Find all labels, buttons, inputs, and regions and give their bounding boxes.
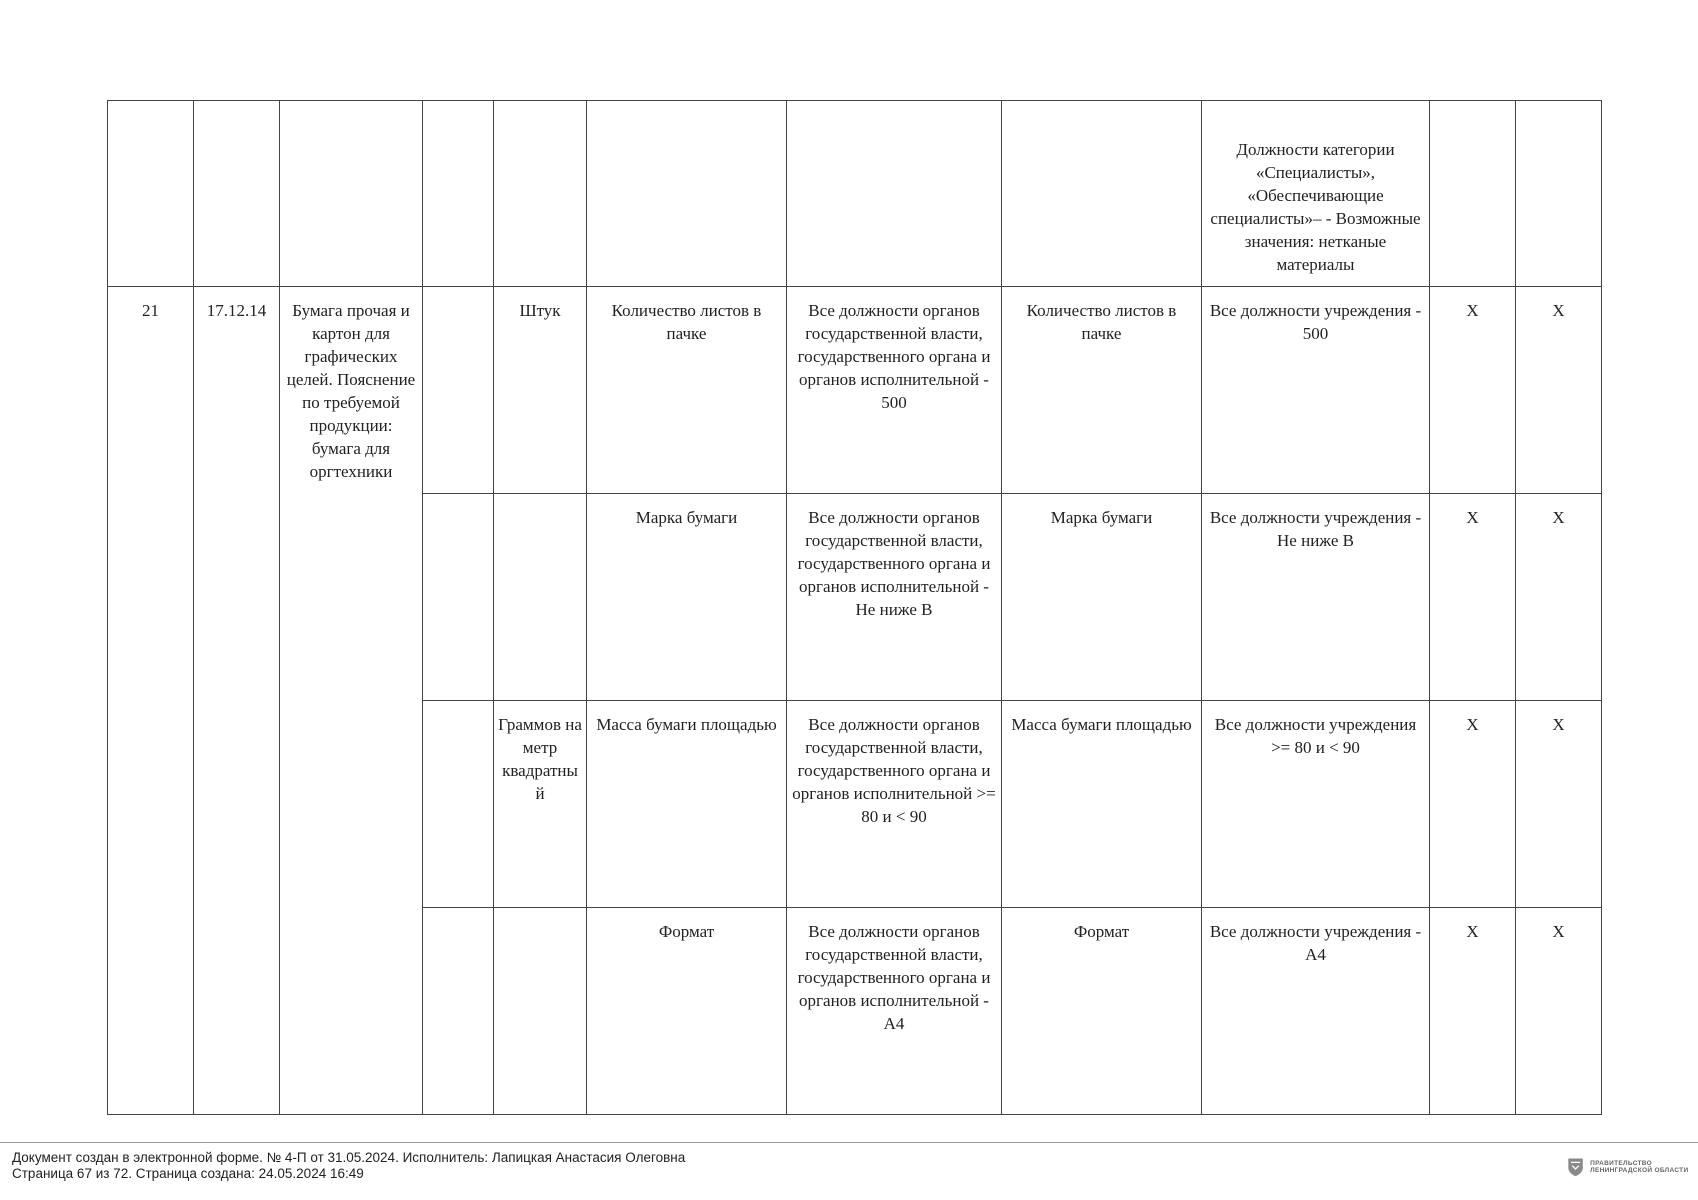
footer-line-2: Страница 67 из 72. Страница создана: 24.05.2024 16:49 (12, 1166, 364, 1181)
table-row (108, 287, 1602, 494)
x-mark: X (1516, 494, 1602, 701)
gov-value: Все должности органов государственной власти, государственного органа и органов исполнительной - А4 (787, 908, 1002, 1115)
cell-empty (280, 101, 423, 287)
x-mark: X (1516, 701, 1602, 908)
cell-empty (494, 101, 587, 287)
unit-name (494, 494, 587, 701)
cell-empty (1430, 101, 1516, 287)
cell-empty (423, 701, 494, 908)
characteristic-2: Марка бумаги (1002, 494, 1202, 701)
unit-name: Граммов на метр квадратный (494, 701, 587, 908)
cell-empty (423, 494, 494, 701)
row-number: 21 (108, 287, 194, 1115)
institution-value: Все должности учреждения - Не ниже В (1202, 494, 1430, 701)
cell-empty (787, 101, 1002, 287)
logo-label: ПРАВИТЕЛЬСТВО ЛЕНИНГРАДСКОЙ ОБЛАСТИ (1590, 1160, 1689, 1174)
cell-empty (587, 101, 787, 287)
footer-line-1: Документ создан в электронной форме. № 4-П от 31.05.2024. Исполнитель: Лапицкая Анастасия Олеговна (12, 1150, 686, 1165)
x-mark: X (1430, 287, 1516, 494)
characteristic: Количество листов в пачке (587, 287, 787, 494)
gov-value: Все должности органов государственной власти, государственного органа и органов исполнительной >= 80 и < 90 (787, 701, 1002, 908)
unit-name (494, 908, 587, 1115)
requirements-table (107, 100, 1602, 1115)
footer-divider (0, 1142, 1698, 1143)
characteristic: Марка бумаги (587, 494, 787, 701)
x-mark: X (1430, 908, 1516, 1115)
unit-name: Штук (494, 287, 587, 494)
product-name: Бумага прочая и картон для графических целей. Пояснение по требуемой продукции: бумага для оргтехники (280, 287, 423, 1115)
characteristic-2: Формат (1002, 908, 1202, 1115)
gov-value: Все должности органов государственной власти, государственного органа и органов исполнительной - Не ниже В (787, 494, 1002, 701)
continued-row (108, 101, 1602, 287)
cell-empty (1002, 101, 1202, 287)
gov-value: Все должности органов государственной власти, государственного органа и органов исполнительной - 500 (787, 287, 1002, 494)
characteristic-2: Количество листов в пачке (1002, 287, 1202, 494)
x-mark: X (1430, 494, 1516, 701)
cell-empty (423, 287, 494, 494)
cell-empty (194, 101, 280, 287)
institution-value: Все должности учреждения >= 80 и < 90 (1202, 701, 1430, 908)
cell-empty (423, 908, 494, 1115)
cell-empty (1516, 101, 1602, 287)
x-mark: X (1516, 908, 1602, 1115)
characteristic: Формат (587, 908, 787, 1115)
coat-of-arms-icon (1567, 1152, 1584, 1182)
institution-value: Все должности учреждения - А4 (1202, 908, 1430, 1115)
characteristic: Масса бумаги площадью (587, 701, 787, 908)
x-mark: X (1516, 287, 1602, 494)
cell-category-values: Должности категории «Специалисты», «Обеспечивающие специалисты»– - Возможные значения: нетканые материалы (1202, 101, 1430, 287)
institution-value: Все должности учреждения - 500 (1202, 287, 1430, 494)
government-logo (1567, 1150, 1697, 1184)
okpd-code: 17.12.14 (194, 287, 280, 1115)
x-mark: X (1430, 701, 1516, 908)
document-footer (12, 1150, 685, 1182)
characteristic-2: Масса бумаги площадью (1002, 701, 1202, 908)
cell-empty (423, 101, 494, 287)
cell-empty (108, 101, 194, 287)
